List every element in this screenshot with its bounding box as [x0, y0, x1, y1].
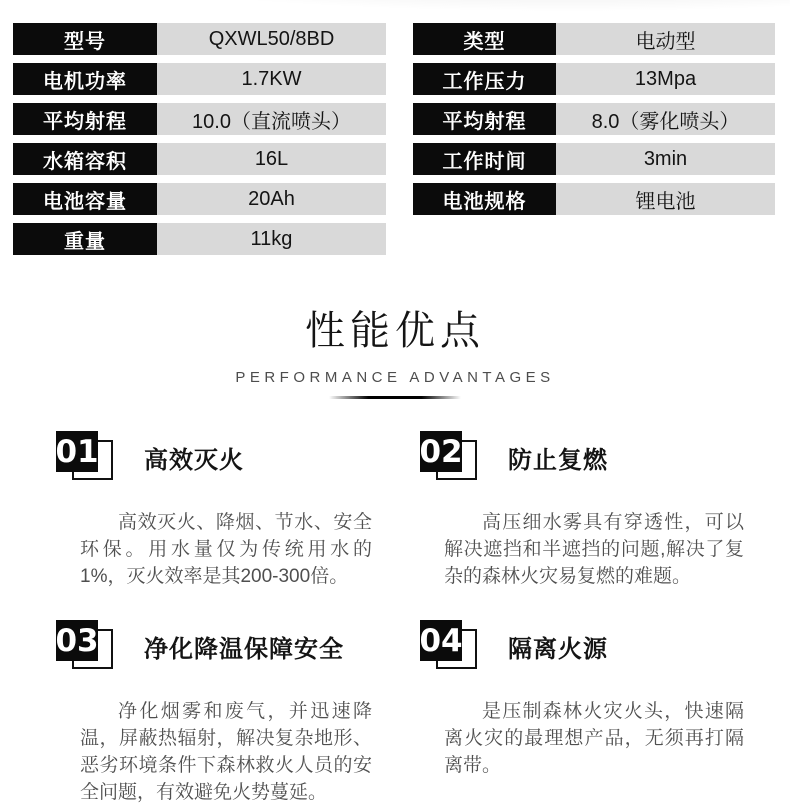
- feature-title: 防止复燃: [508, 447, 608, 474]
- spec-row: [413, 143, 775, 175]
- feature-number: 02: [420, 431, 462, 472]
- spec-row: [13, 63, 386, 95]
- spec-value: 8.0（雾化喷头）: [556, 103, 775, 135]
- feature-block-1: [56, 431, 376, 590]
- features-grid: [0, 399, 790, 806]
- spec-value: 13Mpa: [556, 63, 775, 95]
- feature-header: [56, 620, 376, 673]
- spec-value: 16L: [157, 143, 386, 175]
- section-subtitle: PERFORMANCE ADVANTAGES: [235, 369, 555, 386]
- feature-number: 01: [56, 431, 98, 472]
- feature-block-3: [56, 620, 376, 806]
- spec-label: 电池容量: [13, 183, 157, 215]
- spec-row: [413, 63, 775, 95]
- feature-number-badge: [420, 431, 478, 484]
- spec-row: [413, 23, 775, 55]
- feature-body: 净化烟雾和废气，并迅速降温，屏蔽热辐射，解决复杂地形、恶劣环境条件下森林救火人员的安全问题，有效避免火势蔓延。: [80, 701, 372, 803]
- spec-column-right: [413, 23, 775, 255]
- feature-number: 03: [56, 620, 98, 661]
- spec-value: 锂电池: [556, 183, 775, 215]
- spec-label: 平均射程: [413, 103, 556, 135]
- feature-title: 高效灭火: [144, 447, 244, 474]
- section-header: [0, 299, 790, 399]
- feature-block-2: [420, 431, 762, 590]
- feature-header: [56, 431, 376, 484]
- feature-body: 是压制森林火灾火头，快速隔离火灾的最理想产品，无须再打隔离带。: [444, 701, 744, 776]
- feature-number-badge: [420, 620, 478, 673]
- feature-number-badge: [56, 620, 114, 673]
- spec-value: 1.7KW: [157, 63, 386, 95]
- spec-row: [13, 143, 386, 175]
- spec-row: [13, 103, 386, 135]
- spec-value: QXWL50/8BD: [157, 23, 386, 55]
- spec-row: [413, 103, 775, 135]
- spec-value: 20Ah: [157, 183, 386, 215]
- spec-label: 平均射程: [13, 103, 157, 135]
- feature-number-badge: [56, 431, 114, 484]
- feature-block-4: [420, 620, 762, 806]
- spec-row: [13, 223, 386, 255]
- feature-title: 隔离火源: [508, 636, 608, 663]
- feature-title: 净化降温保障安全: [144, 636, 344, 663]
- feature-body: 高效灭火、降烟、节水、安全环保。用水量仅为传统用水的1%，灭火效率是其200-300倍。: [80, 512, 372, 587]
- spec-label: 工作压力: [413, 63, 556, 95]
- spec-table: [0, 0, 790, 255]
- feature-body: 高压细水雾具有穿透性，可以解决遮挡和半遮挡的问题,解决了复杂的森林火灾易复燃的难题。: [444, 512, 744, 587]
- feature-header: [420, 620, 762, 673]
- section-title: 性能优点: [305, 309, 485, 353]
- spec-value: 10.0（直流喷头）: [157, 103, 386, 135]
- spec-label: 重量: [13, 223, 157, 255]
- spec-row: [13, 183, 386, 215]
- spec-row: [413, 183, 775, 215]
- spec-label: 工作时间: [413, 143, 556, 175]
- spec-label: 电池规格: [413, 183, 556, 215]
- spec-label: 类型: [413, 23, 556, 55]
- spec-value: 11kg: [157, 223, 386, 255]
- feature-header: [420, 431, 762, 484]
- spec-value: 3min: [556, 143, 775, 175]
- spec-row: [13, 23, 386, 55]
- spec-label: 电机功率: [13, 63, 157, 95]
- spec-value: 电动型: [556, 23, 775, 55]
- feature-number: 04: [420, 620, 462, 661]
- spec-label: 型号: [13, 23, 157, 55]
- spec-label: 水箱容积: [13, 143, 157, 175]
- spec-column-left: [13, 23, 386, 255]
